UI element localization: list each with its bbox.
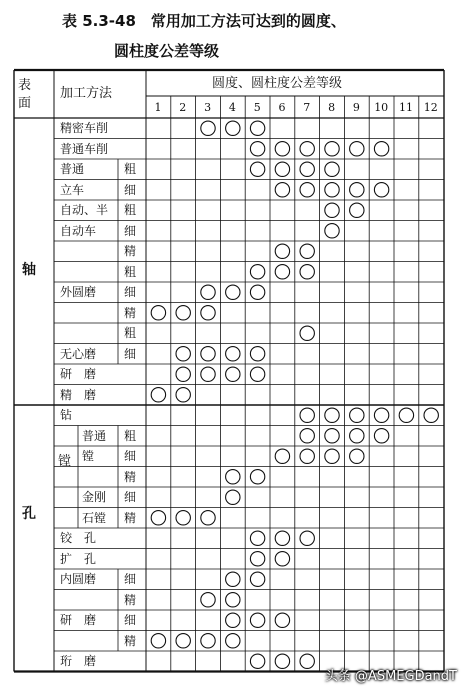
grade-mark	[226, 613, 240, 627]
grade-mark	[250, 531, 264, 545]
grade-header-1: 1	[154, 101, 162, 114]
grade-mark	[250, 552, 264, 566]
grade-mark	[275, 531, 289, 545]
row-sublabel: 细	[124, 490, 137, 504]
grade-mark	[275, 244, 289, 258]
row-label: 普通车削	[60, 141, 109, 156]
row-label: 扩 孔	[60, 551, 97, 566]
grade-mark	[201, 511, 215, 525]
grade-mark	[300, 244, 314, 258]
grade-mark	[275, 142, 289, 156]
grade-mark	[374, 429, 388, 443]
header-method: 加工方法	[60, 86, 113, 101]
grade-mark	[201, 347, 215, 361]
row-sublabel: 细	[124, 572, 137, 586]
header-surface-top: 表	[18, 78, 32, 93]
grade-mark	[151, 634, 165, 648]
grade-mark	[226, 121, 240, 135]
grade-header-3: 3	[204, 101, 212, 114]
row-label: 普通	[60, 162, 85, 176]
grade-mark	[226, 285, 240, 299]
grade-mark	[176, 347, 190, 361]
grade-header-6: 6	[278, 101, 286, 114]
grade-mark	[226, 634, 240, 648]
row-sublabel: 精	[124, 469, 137, 484]
grade-mark	[226, 593, 240, 607]
grade-mark	[201, 367, 215, 381]
grade-mark	[275, 654, 289, 668]
row-sublabel: 粗	[124, 326, 137, 340]
grade-mark	[300, 654, 314, 668]
row-sublabel: 细	[124, 182, 137, 197]
grade-mark	[176, 306, 190, 320]
row-sublabel: 细	[124, 285, 137, 299]
row-label: 珩 磨	[60, 654, 97, 668]
grade-mark	[250, 162, 264, 176]
row-label: 自动车	[60, 223, 97, 238]
grade-header-8: 8	[328, 101, 336, 114]
grade-mark	[300, 429, 314, 443]
watermark-text: 头条 @ASMEGDandT	[324, 669, 457, 684]
grade-mark	[250, 572, 264, 586]
grade-mark	[325, 183, 339, 197]
row-label: 立车	[60, 182, 85, 197]
grade-header-2: 2	[179, 101, 187, 114]
grade-mark	[201, 634, 215, 648]
grade-header-5: 5	[253, 101, 261, 114]
group-shaft: 轴	[22, 262, 36, 278]
grade-mark	[275, 613, 289, 627]
row-label: 精 磨	[60, 387, 97, 402]
grade-mark	[325, 142, 339, 156]
grade-header-4: 4	[228, 101, 236, 114]
grade-mark	[300, 162, 314, 176]
grade-mark	[325, 224, 339, 238]
grade-mark	[275, 162, 289, 176]
grade-mark	[226, 572, 240, 586]
grade-mark	[424, 408, 438, 422]
group-boring: 镗	[58, 454, 72, 469]
grade-mark	[250, 367, 264, 381]
grade-mark	[176, 367, 190, 381]
row-label: 研 磨	[60, 613, 97, 627]
group-hole: 孔	[22, 506, 36, 522]
row-label: 研 磨	[60, 367, 97, 381]
row-sublabel: 精	[124, 510, 137, 525]
row-sublabel: 细	[124, 346, 137, 361]
grade-header-9: 9	[352, 101, 360, 114]
grade-mark	[350, 142, 364, 156]
grade-mark	[325, 449, 339, 463]
grade-mark	[226, 347, 240, 361]
grade-mark	[275, 265, 289, 279]
grade-mark	[201, 121, 215, 135]
grade-mark	[250, 470, 264, 484]
grade-mark	[275, 449, 289, 463]
grade-mark	[250, 265, 264, 279]
grade-mark	[275, 183, 289, 197]
grade-mark	[325, 429, 339, 443]
grade-header-11: 11	[399, 101, 413, 114]
grade-mark	[300, 408, 314, 422]
row-label: 普通	[82, 428, 107, 443]
row-sublabel: 细	[124, 449, 137, 463]
grade-mark	[300, 449, 314, 463]
row-sublabel: 精	[124, 244, 137, 258]
grade-mark	[250, 285, 264, 299]
row-sublabel: 粗	[124, 162, 137, 176]
row-label: 石镗	[82, 510, 107, 525]
grade-mark	[275, 552, 289, 566]
row-sublabel: 粗	[124, 203, 137, 217]
row-sublabel: 粗	[124, 428, 137, 443]
row-label: 外圆磨	[60, 285, 97, 299]
grade-mark	[201, 285, 215, 299]
row-label: 自动、半	[60, 203, 109, 217]
grade-mark	[325, 408, 339, 422]
header-surface-bottom: 面	[18, 96, 32, 111]
row-label: 无心磨	[60, 346, 97, 361]
grade-mark	[176, 634, 190, 648]
grade-mark	[300, 265, 314, 279]
grade-mark	[151, 388, 165, 402]
row-sublabel: 精	[124, 633, 137, 648]
grade-mark	[350, 203, 364, 217]
grade-header-10: 10	[374, 101, 389, 114]
grade-mark	[300, 531, 314, 545]
grade-mark	[151, 511, 165, 525]
header-grade: 圆度、圆柱度公差等级	[212, 76, 343, 91]
row-label: 内圆磨	[60, 572, 97, 586]
grade-mark	[399, 408, 413, 422]
row-label: 钻	[60, 408, 73, 422]
grade-mark	[201, 593, 215, 607]
row-sublabel: 粗	[124, 264, 137, 279]
grade-mark	[250, 121, 264, 135]
grade-mark	[250, 613, 264, 627]
grade-mark	[350, 429, 364, 443]
grade-mark	[350, 183, 364, 197]
row-label: 精密车削	[60, 121, 109, 135]
grade-mark	[374, 142, 388, 156]
row-sublabel: 细	[124, 223, 137, 238]
row-label: 金刚	[82, 490, 107, 504]
grade-mark	[250, 142, 264, 156]
grade-mark	[350, 449, 364, 463]
grade-mark	[300, 326, 314, 340]
row-sublabel: 细	[124, 613, 137, 627]
row-sublabel: 精	[124, 305, 137, 320]
grade-mark	[374, 408, 388, 422]
grade-mark	[250, 347, 264, 361]
grade-mark	[226, 367, 240, 381]
table-title-line2: 圆柱度公差等级	[114, 42, 220, 60]
grade-mark	[176, 388, 190, 402]
grade-mark	[325, 162, 339, 176]
grade-mark	[350, 408, 364, 422]
grade-header-12: 12	[423, 101, 438, 114]
grade-mark	[226, 490, 240, 504]
grade-header-7: 7	[303, 101, 311, 114]
grade-mark	[226, 470, 240, 484]
grade-mark	[325, 203, 339, 217]
grade-mark	[250, 654, 264, 668]
grade-mark	[151, 306, 165, 320]
grade-mark	[300, 142, 314, 156]
grade-mark	[374, 183, 388, 197]
table-title-line1: 表 5.3-48 常用加工方法可达到的圆度、	[62, 12, 346, 30]
grade-mark	[201, 306, 215, 320]
row-label: 铰 孔	[60, 531, 97, 545]
row-label: 镗	[82, 449, 95, 463]
row-sublabel: 精	[124, 592, 137, 607]
grade-mark	[300, 183, 314, 197]
grade-mark	[176, 511, 190, 525]
